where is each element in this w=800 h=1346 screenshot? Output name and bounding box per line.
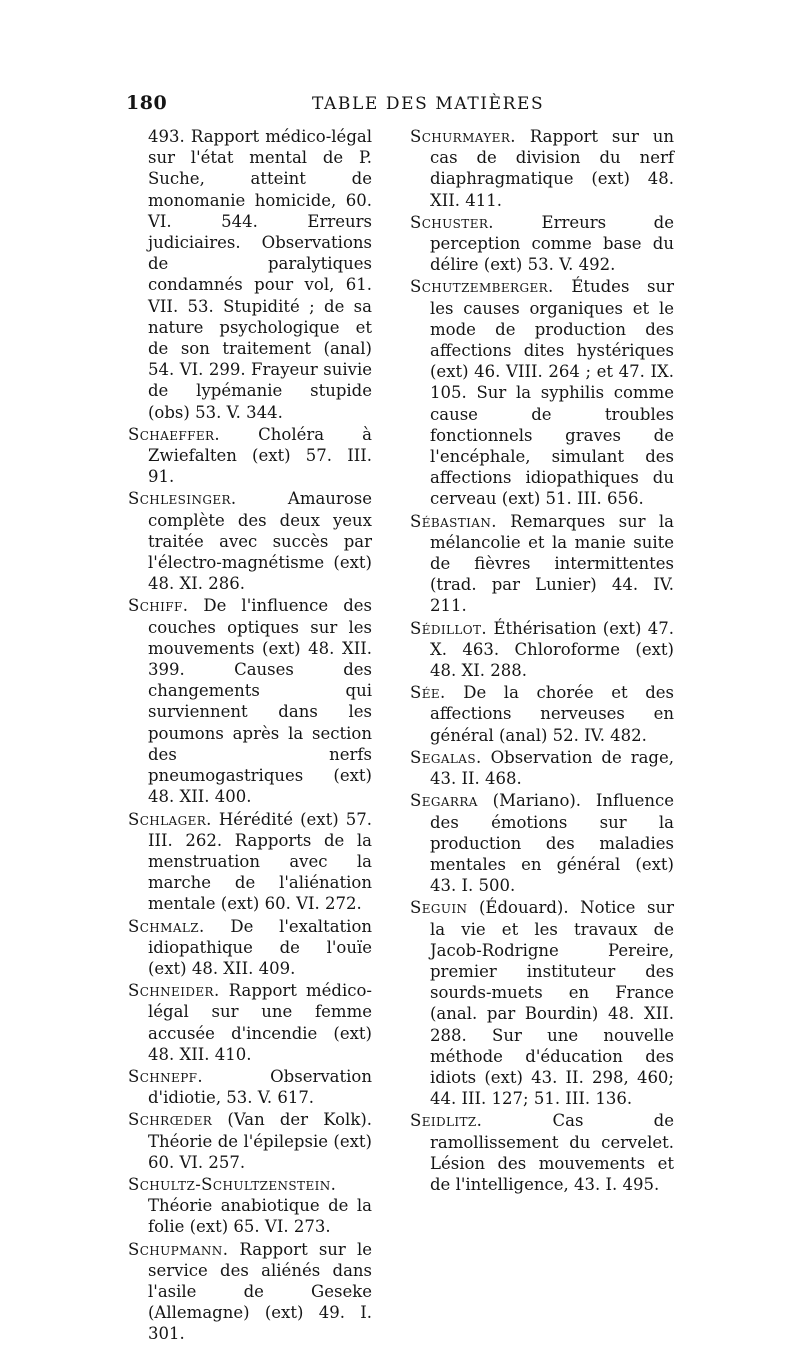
entry-text: Observation d'idiotie, 53. V. 617. xyxy=(148,1066,372,1108)
index-entry xyxy=(128,595,372,807)
entry-headword: Sée. xyxy=(410,683,446,703)
entry-headword: Schupmann. xyxy=(128,1239,229,1259)
entry-headword: Schnepf. xyxy=(128,1066,204,1086)
index-entry xyxy=(128,809,372,915)
entry-text: Rapport sur le service des aliénés dans l'asile de Geseke (Allemagne) (ext) 49. I. 301. xyxy=(148,1239,372,1344)
index-entry xyxy=(128,488,372,594)
index-entry xyxy=(128,1109,372,1173)
index-entry xyxy=(128,980,372,1065)
entry-text: De l'exaltation idiopathique de l'ouïe (ext) 48. XII. 409. xyxy=(148,916,373,978)
index-entry xyxy=(128,916,372,980)
entry-headword: Schaeffer. xyxy=(128,424,221,444)
entry-text: (Van der Kolk). Théorie de l'épilepsie (ext) 60. VI. 257. xyxy=(148,1110,372,1172)
running-title: TABLE DES MATIÈRES xyxy=(312,94,545,114)
index-entry xyxy=(128,126,372,423)
index-entry xyxy=(128,1239,372,1345)
entry-headword: Schiff. xyxy=(128,596,189,616)
index-entry xyxy=(410,747,674,789)
index-entry xyxy=(128,1066,372,1108)
entry-headword: Seidlitz. xyxy=(410,1111,483,1131)
index-entry xyxy=(410,212,674,276)
index-entry xyxy=(410,126,674,211)
entry-text: Amaurose complète des deux yeux traitée avec succès par l'électro-magnétisme (ext) 48. XI. 286. xyxy=(148,489,372,594)
entry-text: Éthérisation (ext) 47. X. 463. Chloroforme (ext) 48. XI. 288. xyxy=(430,618,674,681)
index-entry xyxy=(410,276,674,509)
entry-headword: Schrœder xyxy=(128,1110,213,1130)
entry-headword: Seguin xyxy=(410,898,468,918)
entry-headword: Sédillot. xyxy=(410,618,488,638)
entry-headword: Schurmayer. xyxy=(410,127,516,146)
entry-headword: Schlesinger. xyxy=(128,489,237,509)
entry-text: Observation de rage, 43. II. 468. xyxy=(430,747,675,789)
index-entry xyxy=(128,424,372,488)
entry-text: Remarques sur la mélancolie et la manie suite de fièvres intermittentes (trad. par Lunier) 44. IV. 211. xyxy=(430,511,674,616)
entry-text: Cas de ramollissement du cervelet. Lésion des mouvements et de l'intelligence, 43. I. 495. xyxy=(430,1111,674,1194)
index-entry xyxy=(410,618,674,682)
index-entry xyxy=(128,1174,372,1238)
left-column xyxy=(128,126,372,1346)
entry-text: (Mariano). Influence des émotions sur la production des maladies mentales en général (ext) 43. I. 500. xyxy=(430,791,674,896)
index-entry xyxy=(410,511,674,617)
index-entry xyxy=(410,897,674,1109)
entry-headword: Schlager. xyxy=(128,809,212,829)
entry-headword: Segalas. xyxy=(410,747,482,767)
entry-text: Erreurs de perception comme base du délire (ext) 53. V. 492. xyxy=(430,212,675,275)
entry-headword: Sébastian. xyxy=(410,511,497,531)
entry-headword: Schutzemberger. xyxy=(410,277,554,297)
entry-text: 493. Rapport médico-légal sur l'état mental de P. Suche, atteint de monomanie homicide, 60. VI. 544. Erreurs judiciaires. Observations de paralytiques condamnés pour vol, 61. VII. 53. Stupidité ; de sa nature psychologique et de son traitement (anal) 54. VI. 299. Frayeur suivie de lypémanie stupide (obs) 53. V. 344. xyxy=(148,127,372,422)
entry-text: Études sur les causes organiques et le mode de production des affections dites hystériques (ext) 46. VIII. 264 ; et 47. IX. 105. Sur la syphilis comme cause de troubles fonctionnels graves de l'encéphale, simulant des affections idiopathiques du cerveau (ext) 51. III. 656. xyxy=(430,277,674,509)
index-entry xyxy=(410,682,674,746)
entry-text: Choléra à Zwiefalten (ext) 57. III. 91. xyxy=(148,424,372,487)
entry-text: Rapport médico-légal sur une femme accusée d'incendie (ext) 48. XII. 410. xyxy=(148,981,372,1064)
entry-text: (Édouard). Notice sur la vie et les travaux de Jacob-Rodrigne Pereire, premier instituteur des sourds-muets en France (anal. par Bourdin) 48. XII. 288. Sur une nouvelle méthode d'éducation des idiots (ext) 43. II. 298, 460; 44. III. 127; 51. III. 136. xyxy=(430,898,674,1109)
entry-headword: Schultz-Schultzenstein. xyxy=(128,1174,337,1194)
page-number: 180 xyxy=(126,92,168,114)
entry-headword: Segarra xyxy=(410,791,478,811)
entry-text: Théorie anabiotique de la folie (ext) 65. VI. 273. xyxy=(148,1196,372,1237)
index-entry xyxy=(410,790,674,896)
entry-headword: Schneider. xyxy=(128,981,220,1001)
entry-headword: Schmalz. xyxy=(128,916,205,936)
entry-text: De la chorée et des affections nerveuses en général (anal) 52. IV. 482. xyxy=(430,683,674,745)
entry-text: Hérédité (ext) 57. III. 262. Rapports de la menstruation avec la marche de l'aliénation mentale (ext) 60. VI. 272. xyxy=(148,809,372,914)
entry-text: Rapport sur un cas de division du nerf diaphragmatique (ext) 48. XII. 411. xyxy=(430,127,674,210)
right-column xyxy=(410,126,674,1196)
entry-headword: Schuster. xyxy=(410,212,494,232)
index-entry xyxy=(410,1110,674,1195)
entry-text: De l'influence des couches optiques sur les mouvements (ext) 48. XII. 399. Causes des changements qui surviennent dans les poumons après la section des nerfs pneumogastriques (ext) 48. XII. 400. xyxy=(148,596,372,807)
